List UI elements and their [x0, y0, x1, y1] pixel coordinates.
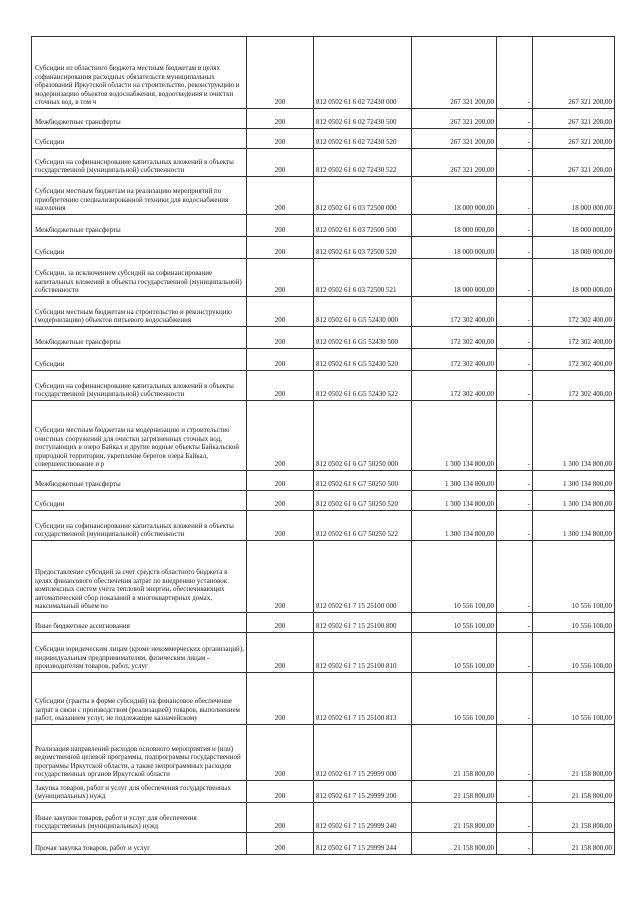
row-name-cell: Субсидии [32, 237, 247, 259]
row-value-cell: 172 302 400,00 [412, 297, 497, 327]
row-name-cell: Иные закупки товаров, работ и услуг для обеспечения государственных (муниципальных) нужд [32, 803, 247, 833]
row-total-cell: 267 321 200,00 [533, 149, 615, 177]
row-kbk-cell: 812 0502 61 6 02 72430 520 [314, 129, 412, 149]
row-value-cell: 267 321 200,00 [412, 149, 497, 177]
table-row [32, 215, 615, 237]
row-dash-cell: - [497, 833, 533, 855]
row-name-cell: Прочая закупка товаров, работ и услуг [32, 833, 247, 855]
table-row [32, 613, 615, 633]
row-dash-cell: - [497, 401, 533, 471]
row-code-cell: 200 [247, 725, 314, 781]
row-dash-cell: - [497, 37, 533, 109]
row-name-cell: Субсидии из областного бюджета местным бюджетам в целях софинансирования расходных обязательств муниципальных образований Иркутской области на строительство, реконструкцию и модернизацию объектов водоснабжения, водоотведения и очистки сточных вод, в том ч [32, 37, 247, 109]
row-kbk-cell: 812 0502 61 6 G5 52430 000 [314, 297, 412, 327]
row-dash-cell: - [497, 633, 533, 673]
row-dash-cell: - [497, 297, 533, 327]
row-dash-cell: - [497, 149, 533, 177]
table-row [32, 237, 615, 259]
row-kbk-cell: 812 0502 61 6 02 72430 000 [314, 37, 412, 109]
table-row [32, 109, 615, 129]
row-value-cell: 267 321 200,00 [412, 129, 497, 149]
row-total-cell: 10 556 100,00 [533, 541, 615, 613]
table-row [32, 803, 615, 833]
row-value-cell: 172 302 400,00 [412, 371, 497, 401]
row-total-cell: 1 300 134 800,00 [533, 491, 615, 511]
row-code-cell: 200 [247, 327, 314, 349]
row-name-cell: Субсидии на софинансирование капитальных вложений в объекты государственной (муниципальной) собственности [32, 511, 247, 541]
row-name-cell: Субсидии (гранты в форме субсидий) на финансовое обеспечение затрат в связи с производством (реализацией) товаров, выполнением работ, оказанием услуг, не подлежащие казначейскому [32, 673, 247, 725]
row-code-cell: 200 [247, 177, 314, 215]
row-dash-cell: - [497, 803, 533, 833]
table-row [32, 349, 615, 371]
row-kbk-cell: 812 0502 61 7 15 25100 813 [314, 673, 412, 725]
table-row [32, 129, 615, 149]
row-total-cell: 18 000 000,00 [533, 215, 615, 237]
row-name-cell: Субсидии местным бюджетам на реализацию мероприятий по приобретению специализированной техники для водоснабжения населения [32, 177, 247, 215]
row-code-cell: 200 [247, 511, 314, 541]
row-code-cell: 200 [247, 237, 314, 259]
row-total-cell: 21 158 800,00 [533, 725, 615, 781]
row-kbk-cell: 812 0502 61 6 G7 50250 000 [314, 401, 412, 471]
row-total-cell: 10 556 100,00 [533, 633, 615, 673]
row-code-cell: 200 [247, 613, 314, 633]
row-value-cell: 172 302 400,00 [412, 349, 497, 371]
row-dash-cell: - [497, 491, 533, 511]
table-row [32, 511, 615, 541]
row-value-cell: 1 300 134 800,00 [412, 491, 497, 511]
row-total-cell: 18 000 000,00 [533, 259, 615, 297]
table-row [32, 401, 615, 471]
row-dash-cell: - [497, 237, 533, 259]
table-row [32, 327, 615, 349]
row-kbk-cell: 812 0502 61 6 G5 52430 520 [314, 349, 412, 371]
row-name-cell: Субсидии [32, 349, 247, 371]
table-row [32, 633, 615, 673]
row-kbk-cell: 812 0502 61 6 G7 50250 500 [314, 471, 412, 491]
row-value-cell: 18 000 000,00 [412, 215, 497, 237]
row-total-cell: 172 302 400,00 [533, 349, 615, 371]
row-kbk-cell: 812 0502 61 7 15 25100 800 [314, 613, 412, 633]
row-kbk-cell: 812 0502 61 6 03 72500 000 [314, 177, 412, 215]
row-name-cell: Реализация направлений расходов основного мероприятия и (или) ведомственной целевой программы, подпрограммы государственной программы Иркутской области, а также непрограммных расходов государственных органов Иркутской области [32, 725, 247, 781]
row-name-cell: Субсидии, за исключением субсидий на софинансирование капитальных вложений в объекты государственной (муниципальной) собственности [32, 259, 247, 297]
row-kbk-cell: 812 0502 61 6 G7 50250 522 [314, 511, 412, 541]
row-total-cell: 21 158 800,00 [533, 781, 615, 803]
row-value-cell: 21 158 800,00 [412, 781, 497, 803]
row-name-cell: Субсидии [32, 491, 247, 511]
row-name-cell: Субсидии [32, 129, 247, 149]
row-name-cell: Субсидии на софинансирование капитальных вложений в объекты государственной (муниципальной) собственности [32, 371, 247, 401]
row-kbk-cell: 812 0502 61 6 03 72500 500 [314, 215, 412, 237]
row-total-cell: 1 300 134 800,00 [533, 511, 615, 541]
table-row [32, 371, 615, 401]
row-code-cell: 200 [247, 673, 314, 725]
table-row [32, 725, 615, 781]
row-total-cell: 21 158 800,00 [533, 833, 615, 855]
row-kbk-cell: 812 0502 61 7 15 29999 240 [314, 803, 412, 833]
row-code-cell: 200 [247, 491, 314, 511]
row-total-cell: 10 556 100,00 [533, 673, 615, 725]
row-name-cell: Субсидии местным бюджетам на строительство и реконструкцию (модернизацию) объектов питьевого водоснабжения [32, 297, 247, 327]
row-name-cell: Субсидии местным бюджетам на модернизацию и строительство очистных сооружений для очистки загрязненных сточных вод, поступающих в озеро Байкал и другие водные объекты Байкальской природной территории, укрепление берегов озера Байкал, совершенствование и р [32, 401, 247, 471]
table-row [32, 177, 615, 215]
row-kbk-cell: 812 0502 61 6 03 72500 521 [314, 259, 412, 297]
row-value-cell: 21 158 800,00 [412, 803, 497, 833]
row-name-cell: Иные бюджетные ассигнования [32, 613, 247, 633]
row-value-cell: 172 302 400,00 [412, 327, 497, 349]
row-code-cell: 200 [247, 215, 314, 237]
row-kbk-cell: 812 0502 61 7 15 25100 000 [314, 541, 412, 613]
row-total-cell: 267 321 200,00 [533, 37, 615, 109]
row-total-cell: 1 300 134 800,00 [533, 401, 615, 471]
row-code-cell: 200 [247, 129, 314, 149]
table-row [32, 491, 615, 511]
row-value-cell: 1 300 134 800,00 [412, 401, 497, 471]
row-dash-cell: - [497, 613, 533, 633]
row-dash-cell: - [497, 327, 533, 349]
table-row [32, 673, 615, 725]
row-code-cell: 200 [247, 349, 314, 371]
row-total-cell: 1 300 134 800,00 [533, 471, 615, 491]
row-value-cell: 18 000 000,00 [412, 259, 497, 297]
row-code-cell: 200 [247, 471, 314, 491]
row-code-cell: 200 [247, 259, 314, 297]
table-row [32, 781, 615, 803]
row-name-cell: Межбюджетные трансферты [32, 215, 247, 237]
row-code-cell: 200 [247, 371, 314, 401]
row-kbk-cell: 812 0502 61 7 15 29999 000 [314, 725, 412, 781]
row-value-cell: 1 300 134 800,00 [412, 511, 497, 541]
table-row [32, 37, 615, 109]
row-dash-cell: - [497, 371, 533, 401]
row-dash-cell: - [497, 673, 533, 725]
row-total-cell: 172 302 400,00 [533, 371, 615, 401]
row-code-cell: 200 [247, 633, 314, 673]
table-row [32, 297, 615, 327]
row-dash-cell: - [497, 109, 533, 129]
row-value-cell: 21 158 800,00 [412, 725, 497, 781]
row-code-cell: 200 [247, 109, 314, 129]
row-kbk-cell: 812 0502 61 6 02 72430 500 [314, 109, 412, 129]
table-row [32, 259, 615, 297]
row-dash-cell: - [497, 349, 533, 371]
row-total-cell: 172 302 400,00 [533, 327, 615, 349]
table-row [32, 833, 615, 855]
row-total-cell: 172 302 400,00 [533, 297, 615, 327]
row-name-cell: Закупка товаров, работ и услуг для обеспечения государственных (муниципальных) нужд [32, 781, 247, 803]
row-kbk-cell: 812 0502 61 7 15 25100 810 [314, 633, 412, 673]
row-total-cell: 10 556 100,00 [533, 613, 615, 633]
row-code-cell: 200 [247, 833, 314, 855]
row-value-cell: 18 000 000,00 [412, 237, 497, 259]
row-value-cell: 10 556 100,00 [412, 673, 497, 725]
row-value-cell: 18 000 000,00 [412, 177, 497, 215]
budget-table [31, 36, 615, 855]
row-dash-cell: - [497, 215, 533, 237]
row-kbk-cell: 812 0502 61 7 15 29999 200 [314, 781, 412, 803]
row-name-cell: Предоставление субсидий за счет средств областного бюджета в целях финансового обеспечения затрат по внедрению установок комплексных систем учета тепловой энергии, обеспечивающих автоматический сбор показаний в многоквартирных домах, максимальный объем по [32, 541, 247, 613]
row-total-cell: 18 000 000,00 [533, 177, 615, 215]
row-code-cell: 200 [247, 149, 314, 177]
row-dash-cell: - [497, 177, 533, 215]
row-name-cell: Межбюджетные трансферты [32, 327, 247, 349]
row-kbk-cell: 812 0502 61 6 G7 50250 520 [314, 491, 412, 511]
table-row [32, 149, 615, 177]
row-total-cell: 21 158 800,00 [533, 803, 615, 833]
row-dash-cell: - [497, 541, 533, 613]
row-name-cell: Субсидии юридическим лицам (кроме некоммерческих организаций), индивидуальным предпринимателям, физическим лицам - производителям товаров, работ, услуг [32, 633, 247, 673]
row-code-cell: 200 [247, 803, 314, 833]
row-total-cell: 18 000 000,00 [533, 237, 615, 259]
row-value-cell: 267 321 200,00 [412, 37, 497, 109]
row-dash-cell: - [497, 129, 533, 149]
table-row [32, 541, 615, 613]
row-dash-cell: - [497, 511, 533, 541]
row-value-cell: 1 300 134 800,00 [412, 471, 497, 491]
row-dash-cell: - [497, 781, 533, 803]
row-dash-cell: - [497, 259, 533, 297]
row-value-cell: 267 321 200,00 [412, 109, 497, 129]
row-kbk-cell: 812 0502 61 6 G5 52430 522 [314, 371, 412, 401]
row-code-cell: 200 [247, 541, 314, 613]
row-value-cell: 10 556 100,00 [412, 613, 497, 633]
row-value-cell: 21 158 800,00 [412, 833, 497, 855]
row-value-cell: 10 556 100,00 [412, 541, 497, 613]
row-code-cell: 200 [247, 37, 314, 109]
row-name-cell: Межбюджетные трансферты [32, 109, 247, 129]
row-kbk-cell: 812 0502 61 6 G5 52430 500 [314, 327, 412, 349]
row-code-cell: 200 [247, 401, 314, 471]
row-total-cell: 267 321 200,00 [533, 129, 615, 149]
row-kbk-cell: 812 0502 61 6 03 72500 520 [314, 237, 412, 259]
table-row [32, 471, 615, 491]
row-kbk-cell: 812 0502 61 6 02 72430 522 [314, 149, 412, 177]
row-value-cell: 10 556 100,00 [412, 633, 497, 673]
row-name-cell: Субсидии на софинансирование капитальных вложений в объекты государственной (муниципальной) собственности [32, 149, 247, 177]
row-total-cell: 267 321 200,00 [533, 109, 615, 129]
row-code-cell: 200 [247, 297, 314, 327]
row-name-cell: Межбюджетные трансферты [32, 471, 247, 491]
budget-table-body [32, 37, 615, 855]
row-kbk-cell: 812 0502 61 7 15 29999 244 [314, 833, 412, 855]
row-dash-cell: - [497, 725, 533, 781]
row-code-cell: 200 [247, 781, 314, 803]
row-dash-cell: - [497, 471, 533, 491]
